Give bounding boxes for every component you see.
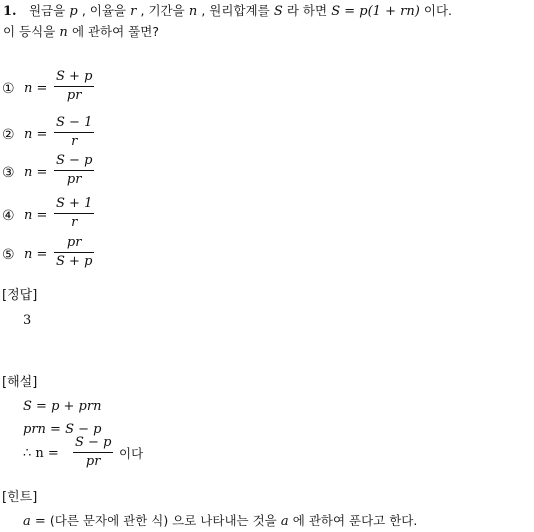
question-text: 에 관하여 풀면?: [71, 24, 159, 39]
question-text: , 이율을: [81, 3, 127, 18]
fraction-denominator: pr: [85, 454, 101, 469]
choice-fraction: [54, 152, 94, 189]
math-var: n: [59, 25, 68, 40]
fraction-numerator: S − p: [54, 152, 94, 171]
choice-marker: ①: [2, 81, 15, 97]
question-line-2: [3, 24, 159, 41]
explanation-step-2: prn = S − p: [23, 422, 102, 437]
question-text: 원금을: [28, 3, 66, 18]
math-var: n: [188, 4, 198, 19]
choice-marker: ②: [2, 127, 15, 143]
explanation-suffix: 이다: [119, 446, 144, 461]
math-var: r: [130, 4, 137, 19]
hint-line: [23, 513, 417, 530]
question-text: 이다.: [423, 3, 453, 18]
choice-fraction: [54, 195, 94, 232]
choice-lhs: n =: [24, 165, 48, 180]
hint-variable: a =: [23, 514, 46, 529]
choice-marker: ④: [2, 208, 15, 224]
question-text: 라 하면: [286, 3, 328, 18]
hint-label: [힌트]: [2, 490, 38, 505]
fraction-denominator: r: [71, 134, 78, 149]
explanation-label: [해설]: [2, 375, 38, 390]
math-var: p: [69, 4, 78, 19]
hint-variable-2: a: [280, 514, 289, 529]
explanation-fraction: [73, 434, 113, 471]
choice-lhs: n =: [24, 81, 48, 96]
choice-fraction: [54, 234, 94, 271]
fraction-numerator: S + p: [54, 68, 94, 87]
question-text: , 원리합계를: [201, 3, 270, 18]
fraction-denominator: pr: [66, 172, 82, 187]
fraction-denominator: S + p: [56, 254, 93, 269]
fraction-numerator: S − p: [73, 434, 113, 453]
fraction-denominator: r: [71, 215, 78, 230]
explanation-step-1: S = p + prn: [23, 399, 102, 414]
question-text: , 기간을: [140, 3, 185, 18]
question-number: 1.: [3, 4, 17, 19]
choice-marker: ③: [2, 165, 15, 181]
hint-text-2: 에 관하여 푼다고 한다.: [292, 513, 418, 528]
explanation-conclusion-prefix: ∴ n =: [23, 446, 59, 461]
hint-text: (다른 문자에 관한 식) 으로 나타내는 것을: [49, 513, 277, 528]
choice-lhs: n =: [24, 127, 48, 142]
question-formula: S = p(1 + rn): [331, 4, 420, 19]
choice-fraction: [54, 68, 94, 105]
choice-lhs: n =: [24, 247, 48, 262]
question-line-1: [3, 3, 452, 20]
choice-fraction: [54, 114, 94, 151]
fraction-denominator: pr: [66, 88, 82, 103]
choice-lhs: n =: [24, 208, 48, 223]
fraction-numerator: S + 1: [54, 195, 94, 214]
fraction-numerator: S − 1: [54, 114, 94, 133]
math-var: S: [273, 4, 283, 19]
fraction-numerator: pr: [54, 234, 94, 253]
choice-marker: ⑤: [2, 247, 15, 263]
answer-value: 3: [23, 313, 32, 328]
answer-label: [정답]: [2, 288, 38, 303]
question-text: 이 등식을: [3, 24, 56, 39]
